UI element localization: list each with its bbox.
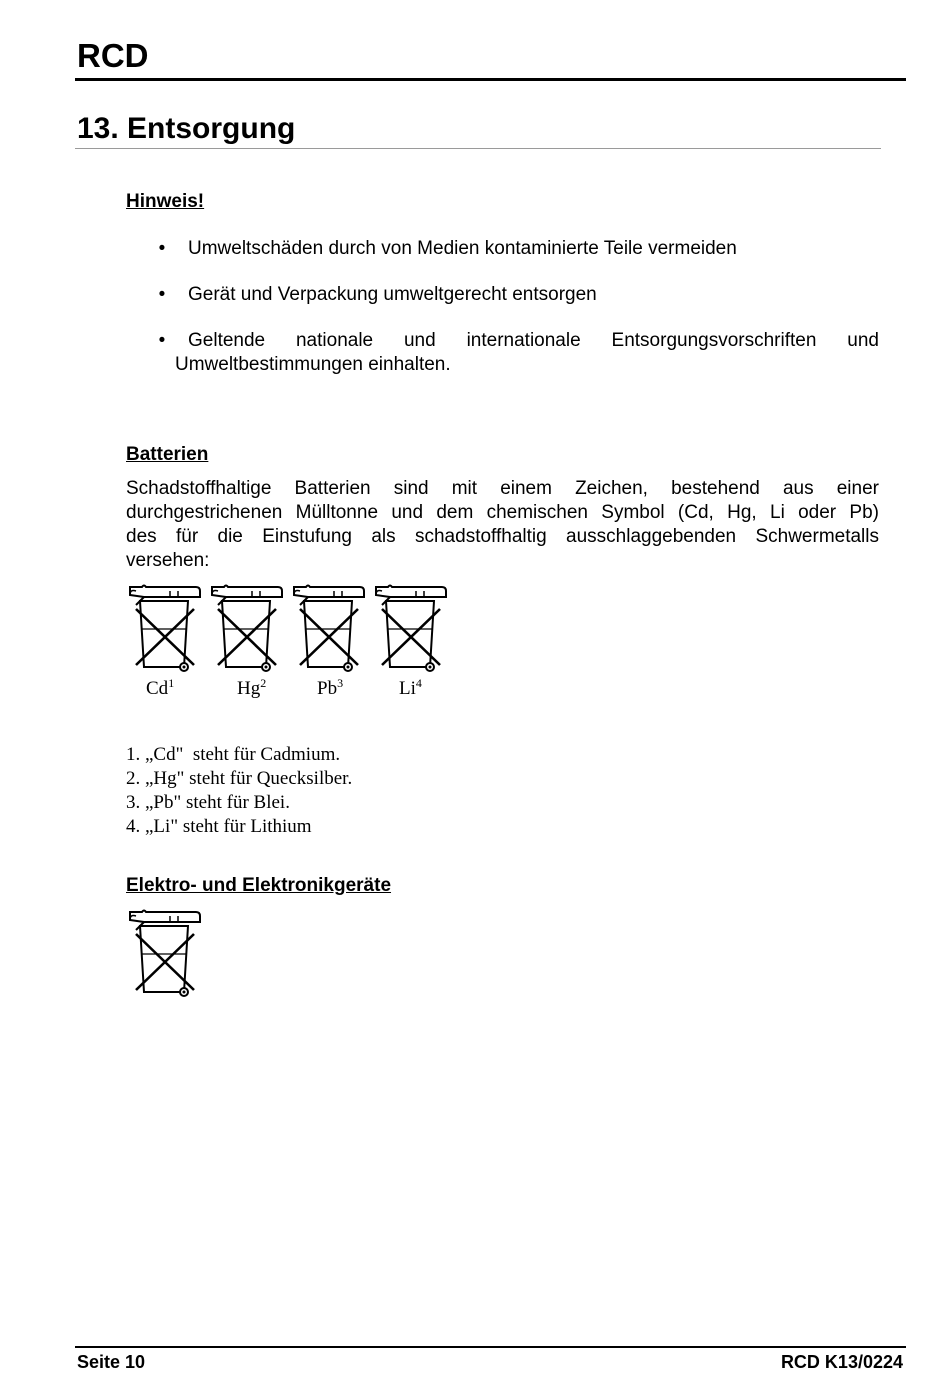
footer-rule bbox=[75, 1346, 906, 1348]
document-code: RCD K13/0224 bbox=[780, 1352, 903, 1372]
bullet-icon: • bbox=[158, 284, 166, 305]
header-rule bbox=[75, 78, 906, 81]
hinweis-item bbox=[126, 283, 879, 307]
crossed-out-bin-icon bbox=[130, 586, 200, 672]
document-header-title: RCD bbox=[77, 37, 149, 74]
bullet-icon: • bbox=[158, 238, 166, 259]
bin-label-pb: Pb$^3$ bbox=[317, 676, 344, 699]
crossed-out-bin-icon bbox=[130, 911, 200, 997]
paragraph-line: durchgestrichenen Mülltonne und dem chemischen Symbol (Cd, Hg, Li oder Pb) bbox=[126, 502, 879, 523]
legend-item: 1. „Cd" steht für Cadmium. bbox=[126, 744, 341, 765]
legend-item: 3. „Pb" steht für Blei. bbox=[126, 792, 290, 813]
hinweis-heading: Hinweis! bbox=[126, 191, 205, 212]
battery-bin-symbols bbox=[126, 583, 456, 678]
section-rule bbox=[75, 148, 881, 149]
paragraph-line: des für die Einstufung als schadstoffhaltig ausschlaggebenden Schwermetalls bbox=[126, 526, 879, 547]
bin-label-hg: Hg$^2$ bbox=[237, 676, 267, 699]
batterien-paragraph bbox=[126, 477, 879, 573]
bullet-icon: • bbox=[158, 330, 166, 351]
batterien-heading: Batterien bbox=[126, 444, 209, 465]
page-number: Seite 10 bbox=[77, 1352, 146, 1372]
hinweis-item-text: Gerät und Verpackung umweltgerecht entsorgen bbox=[188, 284, 597, 305]
elektro-bin-symbol bbox=[126, 908, 216, 1003]
paragraph-line: Schadstoffhaltige Batterien sind mit einem Zeichen, bestehend aus einer bbox=[126, 478, 879, 499]
hinweis-item-text-continued: Umweltbestimmungen einhalten. bbox=[175, 354, 451, 375]
crossed-out-bin-icon bbox=[376, 586, 446, 672]
crossed-out-bin-icon bbox=[212, 586, 282, 672]
bin-label-li: Li$^4$ bbox=[399, 676, 422, 699]
section-title: 13. Entsorgung bbox=[77, 112, 296, 145]
legend-item: 2. „Hg" steht für Quecksilber. bbox=[126, 768, 353, 789]
symbol-legend bbox=[126, 743, 352, 839]
hinweis-item bbox=[126, 329, 879, 377]
hinweis-item-text: Geltende nationale und internationale Entsorgungsvorschriften und bbox=[188, 330, 879, 351]
hinweis-item bbox=[126, 237, 879, 261]
legend-item: 4. „Li" steht für Lithium bbox=[126, 816, 312, 837]
hinweis-item-text: Umweltschäden durch von Medien kontaminierte Teile vermeiden bbox=[188, 238, 737, 259]
crossed-out-bin-icon bbox=[294, 586, 364, 672]
paragraph-line: versehen: bbox=[126, 550, 210, 571]
bin-label-cd: Cd$^1$ bbox=[146, 676, 175, 699]
elektro-heading: Elektro- und Elektronikgeräte bbox=[126, 875, 392, 896]
